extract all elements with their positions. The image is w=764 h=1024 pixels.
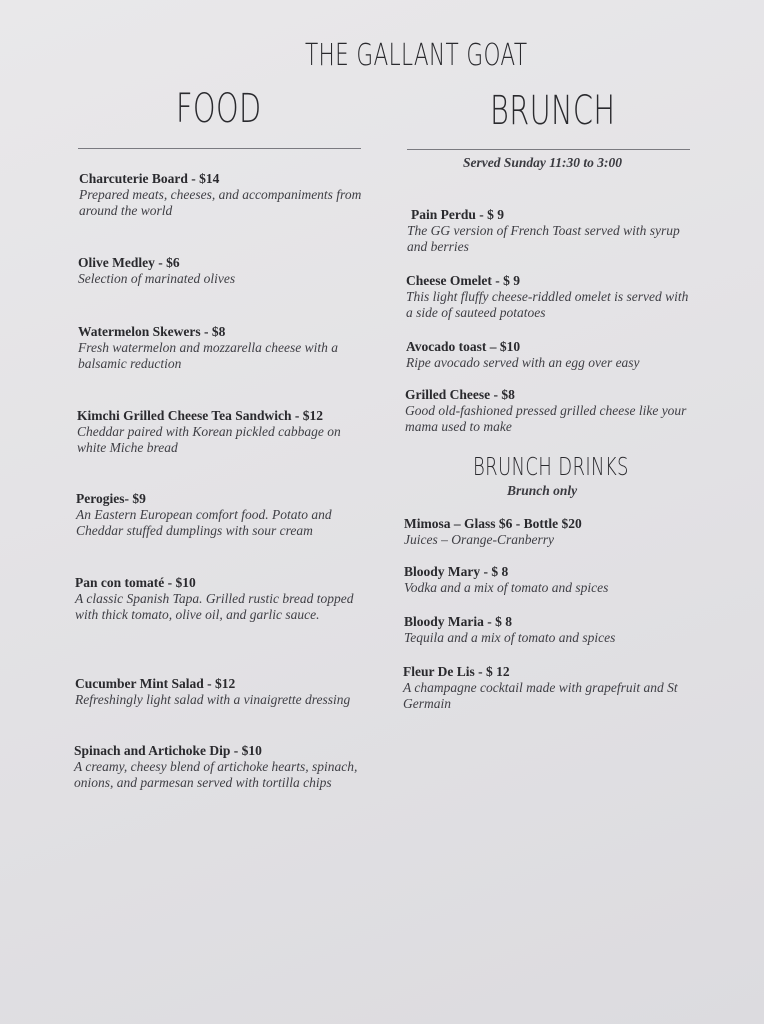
food-item (78, 323, 368, 372)
brunch-drinks-subheading: Brunch only (507, 483, 578, 498)
restaurant-title: THE GALLANT GOAT (305, 38, 528, 73)
drink-item (403, 663, 693, 712)
food-item-desc: An Eastern European comfort food. Potato and Cheddar stuffed dumplings with sour cream (76, 507, 332, 538)
drink-item (404, 515, 694, 548)
food-item (78, 254, 368, 287)
food-item-desc: Fresh watermelon and mozzarella cheese with a balsamic reduction (78, 340, 338, 371)
food-item-name: Perogies- $9 (76, 491, 146, 506)
food-item-name: Olive Medley - $6 (78, 255, 180, 270)
food-item-name: Kimchi Grilled Cheese Tea Sandwich - $12 (77, 408, 324, 423)
brunch-item-desc: The GG version of French Toast served with syrup and berries (407, 223, 680, 254)
drink-item-name: Bloody Mary - $ 8 (404, 564, 509, 579)
food-item (77, 407, 367, 456)
drink-item (404, 613, 694, 646)
brunch-divider (407, 149, 690, 150)
drink-item-desc: Juices – Orange-Cranberry (404, 532, 554, 547)
food-item-desc: Selection of marinated olives (78, 271, 236, 286)
food-item (79, 170, 369, 219)
brunch-item-desc: Good old-fashioned pressed grilled cheese like your mama used to make (405, 403, 687, 434)
food-item-desc: Cheddar paired with Korean pickled cabbage on white Miche bread (77, 424, 341, 455)
drink-item-name: Mimosa – Glass $6 - Bottle $20 (404, 516, 582, 531)
brunch-item-name: Grilled Cheese - $8 (405, 387, 515, 402)
food-item-name: Spinach and Artichoke Dip - $10 (74, 743, 262, 758)
drink-item-desc: Vodka and a mix of tomato and spices (404, 580, 609, 595)
food-item-desc: A classic Spanish Tapa. Grilled rustic bread topped with thick tomato, olive oil, and garlic sauce. (75, 591, 354, 622)
food-item-desc: Refreshingly light salad with a vinaigrette dressing (75, 692, 351, 707)
brunch-drinks-heading: BRUNCH DRINKS (473, 452, 629, 481)
food-heading: FOOD (176, 86, 262, 132)
brunch-heading: BRUNCH (490, 88, 616, 134)
brunch-item-name: Avocado toast – $10 (406, 339, 521, 354)
food-item-name: Watermelon Skewers - $8 (78, 324, 226, 339)
drink-item-desc: Tequila and a mix of tomato and spices (404, 630, 616, 645)
drink-item (404, 563, 694, 596)
brunch-served-hours: Served Sunday 11:30 to 3:00 (463, 155, 623, 170)
drink-item-name: Bloody Maria - $ 8 (404, 614, 512, 629)
brunch-item-name: Pain Perdu - $ 9 (411, 207, 504, 222)
food-item-name: Charcuterie Board - $14 (79, 171, 220, 186)
food-item (75, 675, 365, 708)
brunch-item-desc: Ripe avocado served with an egg over easy (406, 355, 640, 370)
food-item-desc: A creamy, cheesy blend of artichoke hearts, spinach, onions, and parmesan served with tortilla chips (74, 759, 358, 790)
brunch-item (405, 386, 695, 435)
food-divider (78, 148, 361, 149)
brunch-item (406, 338, 696, 371)
food-item-desc: Prepared meats, cheeses, and accompaniments from around the world (79, 187, 362, 218)
brunch-item (406, 272, 696, 321)
food-item-name: Cucumber Mint Salad - $12 (75, 676, 236, 691)
food-item-name: Pan con tomaté - $10 (75, 575, 196, 590)
drink-item-name: Fleur De Lis - $ 12 (403, 664, 510, 679)
food-item (76, 490, 366, 539)
food-item (74, 742, 364, 791)
brunch-item (407, 206, 697, 255)
brunch-item-desc: This light fluffy cheese-riddled omelet is served with a side of sauteed potatoes (406, 289, 689, 320)
brunch-item-name: Cheese Omelet - $ 9 (406, 273, 520, 288)
food-item (75, 574, 365, 623)
drink-item-desc: A champagne cocktail made with grapefruit and St Germain (403, 680, 678, 711)
